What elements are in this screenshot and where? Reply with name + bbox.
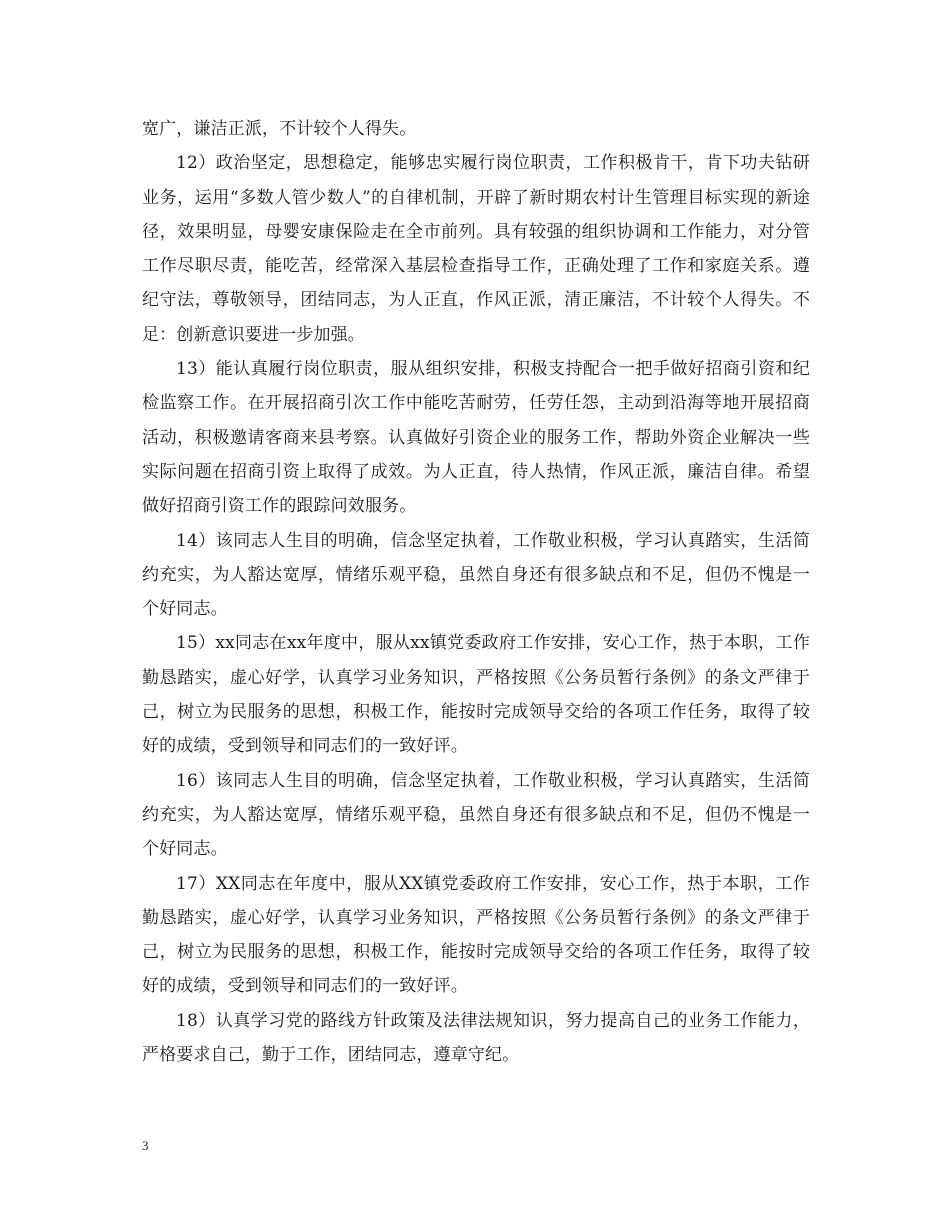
paragraph-item-18: 18）认真学习党的路线方针政策及法律法规知识，努力提高自己的业务工作能力，严格要求自己，勤于工作，团结同志，遵章守纪。 [142, 1010, 810, 1066]
paragraph-item-12: 12）政治坚定，思想稳定，能够忠实履行岗位职责，工作积极肯干，肯下功夫钻研业务，运用“多数人管少数人”的自律机制，开辟了新时期农村计生管理目标实现的新途径，效果明显，母婴安康保险走在全市前列。具有较强的组织协调和工作能力，对分管工作尽职尽责，能吃苦，经常深入基层检查指导工作，正确处理了工作和家庭关系。遵纪守法，尊敬领导，团结同志，为人正直，作风正派，清正廉洁，不计较个人得失。不足：创新意识要进一步加强。 [142, 153, 810, 345]
paragraph-item-16: 16）该同志人生目的明确，信念坚定执着，工作敬业积极，学习认真踏实，生活简约充实，为人豁达宽厚，情绪乐观平稳，虽然自身还有很多缺点和不足，但仍不愧是一个好同志。 [142, 770, 810, 860]
paragraph-item-13: 13）能认真履行岗位职责，服从组织安排，积极支持配合一把手做好招商引资和纪检监察工作。在开展招商引次工作中能吃苦耐劳，任劳任怨，主动到沿海等地开展招商活动，积极邀请客商来县考察。认真做好引资企业的服务工作，帮助外资企业解决一些实际问题在招商引资上取得了成效。为人正直，待人热情，作风正派，廉洁自律。希望做好招商引资工作的跟踪问效服务。 [142, 359, 810, 517]
page-number: 3 [142, 1138, 149, 1153]
paragraph-item-15: 15）xx同志在xx年度中，服从xx镇党委政府工作安排，安心工作，热于本职，工作勤恳踏实，虚心好学，认真学习业务知识，严格按照《公务员暂行条例》的条文严律于己，树立为民服务的思想，积极工作，能按时完成领导交给的各项工作任务，取得了较好的成绩，受到领导和同志们的一致好评。 [142, 633, 810, 757]
document-body [142, 112, 810, 1072]
paragraph-item-14: 14）该同志人生目的明确，信念坚定执着，工作敬业积极，学习认真踏实，生活简约充实，为人豁达宽厚，情绪乐观平稳，虽然自身还有很多缺点和不足，但仍不愧是一个好同志。 [142, 530, 810, 620]
paragraph-item-17: 17）XX同志在年度中，服从XX镇党委政府工作安排，安心工作，热于本职，工作勤恳踏实，虚心好学，认真学习业务知识，严格按照《公务员暂行条例》的条文严律于己，树立为民服务的思想，积极工作，能按时完成领导交给的各项工作任务，取得了较好的成绩，受到领导和同志们的一致好评。 [142, 873, 810, 997]
paragraph-continuation: 宽广，谦洁正派，不计较个人得失。 [142, 119, 417, 139]
